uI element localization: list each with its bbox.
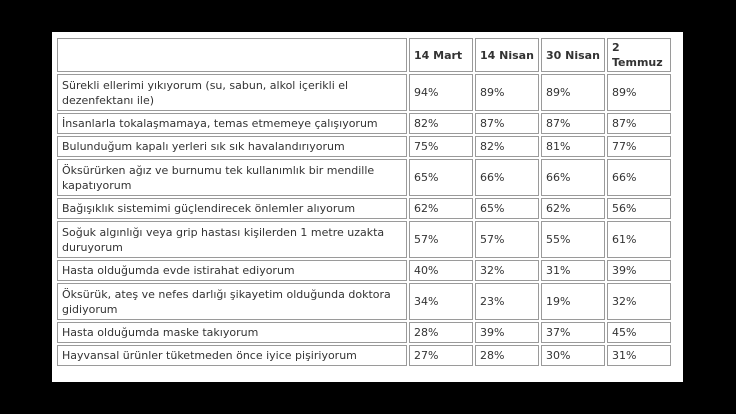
value-cell: 37% <box>541 322 605 343</box>
row-label: Hasta olduğumda evde istirahat ediyorum <box>57 260 407 281</box>
row-label: Sürekli ellerimi yıkıyorum (su, sabun, alkol içerikli el dezenfektanı ile) <box>57 74 407 111</box>
header-cell: 14 Nisan <box>475 38 539 72</box>
value-cell: 30% <box>541 345 605 366</box>
value-cell: 39% <box>607 260 671 281</box>
value-cell: 65% <box>475 198 539 219</box>
row-label: İnsanlarla tokalaşmamaya, temas etmemeye çalışıyorum <box>57 113 407 134</box>
header-row <box>57 38 671 72</box>
value-cell: 89% <box>475 74 539 111</box>
value-cell: 31% <box>541 260 605 281</box>
row-label: Bulunduğum kapalı yerleri sık sık havalandırıyorum <box>57 136 407 157</box>
value-cell: 32% <box>475 260 539 281</box>
value-cell: 87% <box>541 113 605 134</box>
value-cell: 62% <box>541 198 605 219</box>
value-cell: 57% <box>475 221 539 258</box>
value-cell: 82% <box>409 113 473 134</box>
row-label: Öksürürken ağız ve burnumu tek kullanımlık bir mendille kapatıyorum <box>57 159 407 196</box>
value-cell: 66% <box>607 159 671 196</box>
row-label: Hasta olduğumda maske takıyorum <box>57 322 407 343</box>
value-cell: 87% <box>475 113 539 134</box>
value-cell: 61% <box>607 221 671 258</box>
value-cell: 75% <box>409 136 473 157</box>
value-cell: 62% <box>409 198 473 219</box>
value-cell: 27% <box>409 345 473 366</box>
table-panel <box>52 32 683 382</box>
value-cell: 77% <box>607 136 671 157</box>
header-cell: 2 Temmuz <box>607 38 671 72</box>
table-row <box>57 345 671 366</box>
row-label: Öksürük, ateş ve nefes darlığı şikayetim olduğunda doktora gidiyorum <box>57 283 407 320</box>
row-label: Bağışıklık sistemimi güçlendirecek önlemler alıyorum <box>57 198 407 219</box>
table-row <box>57 198 671 219</box>
value-cell: 23% <box>475 283 539 320</box>
table-row <box>57 322 671 343</box>
value-cell: 56% <box>607 198 671 219</box>
value-cell: 87% <box>607 113 671 134</box>
value-cell: 82% <box>475 136 539 157</box>
value-cell: 55% <box>541 221 605 258</box>
value-cell: 66% <box>475 159 539 196</box>
value-cell: 81% <box>541 136 605 157</box>
value-cell: 57% <box>409 221 473 258</box>
table-row <box>57 283 671 320</box>
value-cell: 34% <box>409 283 473 320</box>
value-cell: 94% <box>409 74 473 111</box>
table-row <box>57 159 671 196</box>
value-cell: 45% <box>607 322 671 343</box>
header-blank-cell <box>57 38 407 72</box>
survey-table <box>55 36 673 368</box>
table-row <box>57 136 671 157</box>
row-label: Hayvansal ürünler tüketmeden önce iyice pişiriyorum <box>57 345 407 366</box>
value-cell: 89% <box>541 74 605 111</box>
value-cell: 32% <box>607 283 671 320</box>
value-cell: 65% <box>409 159 473 196</box>
value-cell: 19% <box>541 283 605 320</box>
row-label: Soğuk algınlığı veya grip hastası kişilerden 1 metre uzakta duruyorum <box>57 221 407 258</box>
table-row <box>57 113 671 134</box>
header-cell: 30 Nisan <box>541 38 605 72</box>
value-cell: 28% <box>475 345 539 366</box>
value-cell: 39% <box>475 322 539 343</box>
header-cell: 14 Mart <box>409 38 473 72</box>
value-cell: 89% <box>607 74 671 111</box>
table-row <box>57 260 671 281</box>
table-row <box>57 74 671 111</box>
value-cell: 66% <box>541 159 605 196</box>
value-cell: 40% <box>409 260 473 281</box>
table-row <box>57 221 671 258</box>
value-cell: 31% <box>607 345 671 366</box>
value-cell: 28% <box>409 322 473 343</box>
